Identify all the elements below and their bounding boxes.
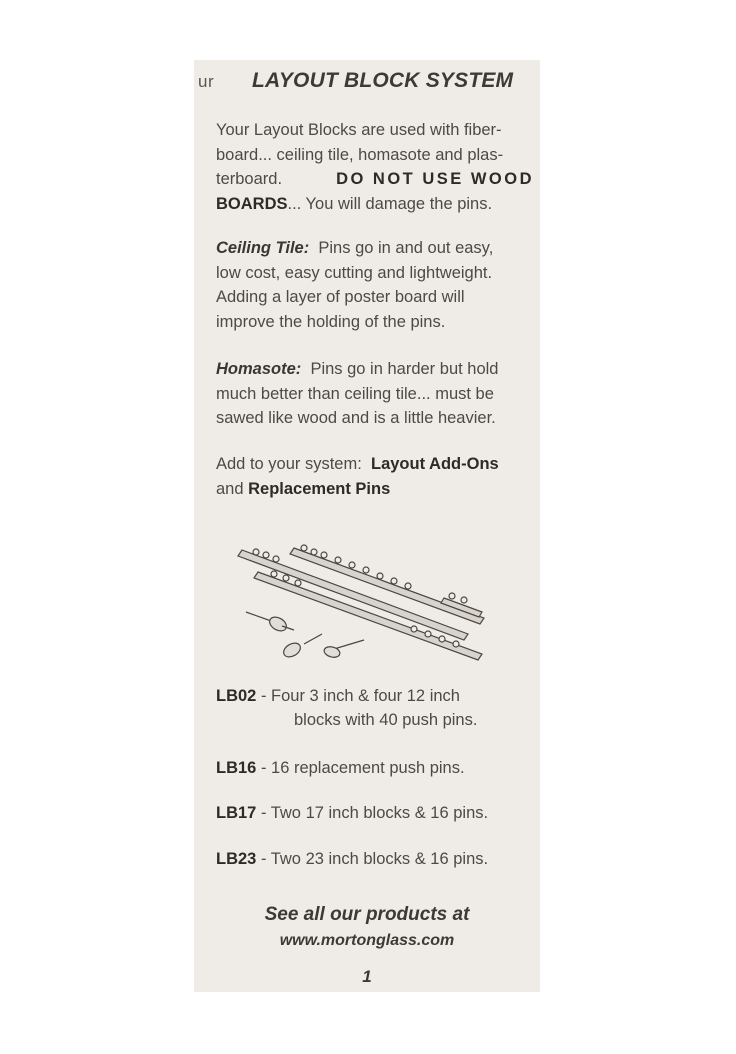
warning-text: DO NOT USE WOOD xyxy=(336,170,534,188)
cropped-margin-word: ur xyxy=(198,72,215,91)
product-item-lb16: LB16 - 16 replacement push pins. xyxy=(216,759,465,777)
intro-paragraph: Your Layout Blocks are used with fiber- board... ceiling tile, homasote and plas- terboard. DO NOT USE WOOD BOARDS... You will damage the pins. xyxy=(216,121,534,213)
brochure-panel xyxy=(194,60,540,992)
homasote-heading: Homasote: xyxy=(216,360,302,378)
page-title: LAYOUT BLOCK SYSTEM xyxy=(252,69,514,92)
product-item-lb23: LB23 - Two 23 inch blocks & 16 pins. xyxy=(216,850,489,868)
add-ons-paragraph: Add to your system: Layout Add-Ons and Replacement Pins xyxy=(216,455,499,498)
product-item-lb02: LB02 - Four 3 inch & four 12 inch blocks with 40 push pins. xyxy=(216,687,478,729)
layout-blocks-illustration xyxy=(234,536,494,666)
product-item-lb17: LB17 - Two 17 inch blocks & 16 pins. xyxy=(216,804,489,822)
footer-url: www.mortonglass.com xyxy=(279,932,455,949)
ceiling-tile-paragraph: Ceiling Tile: Pins go in and out easy, low cost, easy cutting and lightweight. Adding a layer of poster board will improve the holding of the pins. xyxy=(216,239,494,331)
footer-cta: See all our products at xyxy=(264,904,470,925)
homasote-paragraph: Homasote: Pins go in harder but hold much better than ceiling tile... must be sawed like wood and is a little heavier. xyxy=(216,360,499,427)
ceiling-tile-heading: Ceiling Tile: xyxy=(216,239,310,257)
page-number: 1 xyxy=(362,967,372,986)
